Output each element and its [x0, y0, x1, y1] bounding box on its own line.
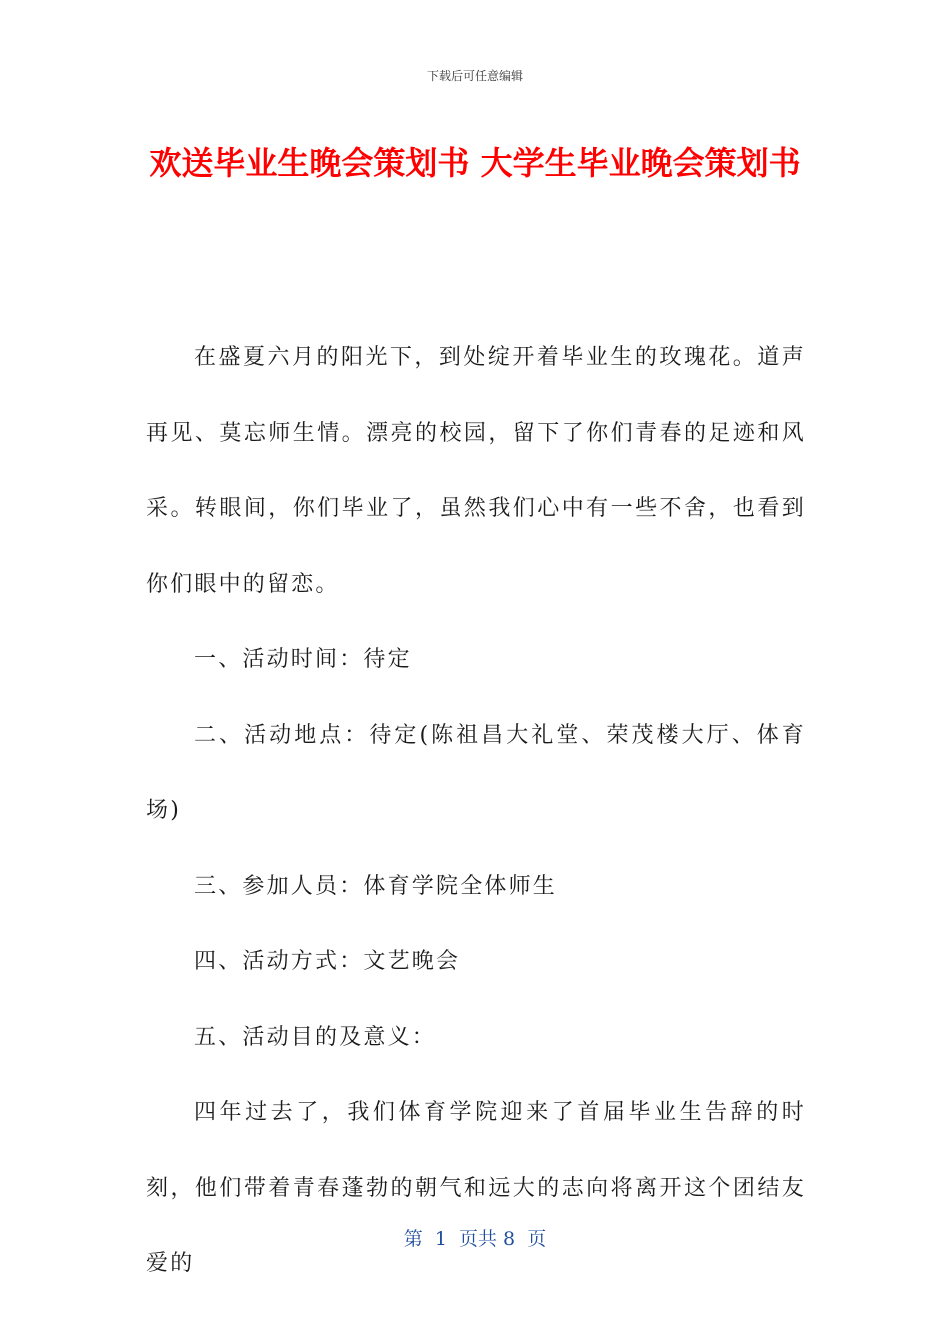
paragraph-purpose-heading: 五、活动目的及意义：	[194, 1024, 437, 1050]
paragraph-intro: 在盛夏六月的阳光下，到处绽开着毕业生的玫瑰花。道声再见、莫忘师生情。漂亮的校园，留下了你们青春的足迹和风采。转眼间，你们毕业了，虽然我们心中有一些不舍，也看到你们眼中的留恋。	[146, 345, 806, 597]
paragraph-activity-time: 一、活动时间：待定	[194, 647, 412, 672]
paragraph-participants: 三、参加人员：体育学院全体师生	[194, 873, 558, 899]
document-title: 欢送毕业生晚会策划书 大学生毕业晚会策划书	[149, 144, 801, 182]
header-note: 下载后可任意编辑	[426, 69, 523, 83]
page-footer: 第 1 页共 8 页	[403, 1228, 547, 1250]
paragraph-purpose-text: 四年过去了，我们体育学院迎来了首届毕业生告辞的时刻，他们带着青春蓬勃的朝气和远大的志向将离开这个团结友爱的	[146, 1100, 806, 1276]
paragraph-activity-format: 四、活动方式：文艺晚会	[194, 949, 461, 974]
paragraph-activity-location: 二、活动地点：待定(陈祖昌大礼堂、荣茂楼大厅、体育场)	[146, 722, 806, 823]
document-body	[146, 320, 806, 1302]
